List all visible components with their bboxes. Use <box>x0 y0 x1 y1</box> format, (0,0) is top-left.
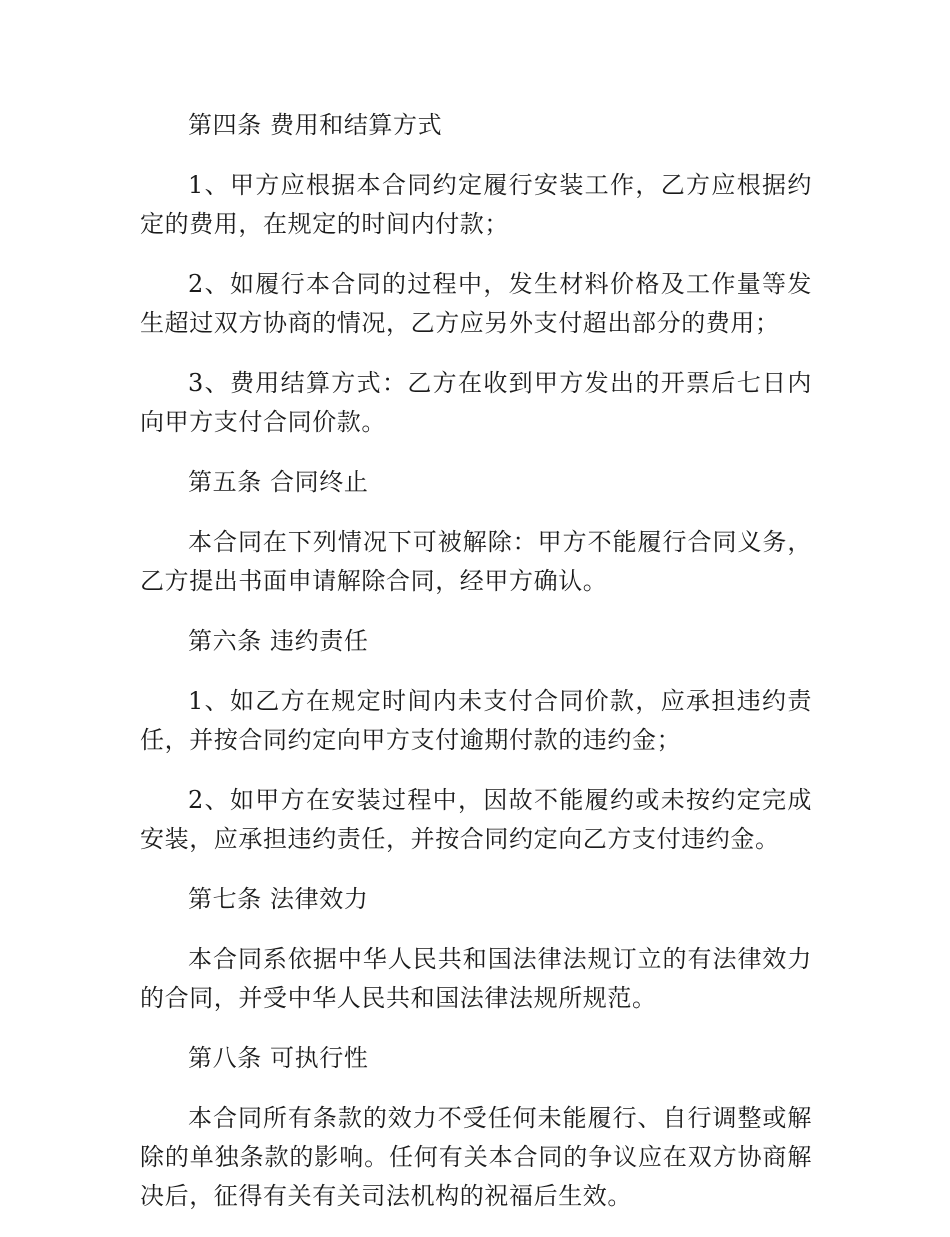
document-page <box>140 106 812 1237</box>
article-6-clause-1: 1、如乙方在规定时间内未支付合同价款，应承担违约责任，并按合同约定向甲方支付逾期付款的违约金； <box>140 687 812 754</box>
article-5-body: 本合同在下列情况下可被解除：甲方不能履行合同义务，乙方提出书面申请解除合同，经甲方确认。 <box>140 528 812 595</box>
article-4-clause-3: 3、费用结算方式：乙方在收到甲方发出的开票后七日内向甲方支付合同价款。 <box>140 369 812 436</box>
article-6-clause-2: 2、如甲方在安装过程中，因故不能履约或未按约定完成安装，应承担违约责任，并按合同约定向乙方支付违约金。 <box>140 786 812 853</box>
article-8-heading: 第八条 可执行性 <box>188 1044 369 1072</box>
article-7-heading: 第七条 法律效力 <box>188 885 369 913</box>
article-5-heading: 第五条 合同终止 <box>188 468 369 496</box>
article-4-heading: 第四条 费用和结算方式 <box>188 111 443 139</box>
article-4-clause-2: 2、如履行本合同的过程中，发生材料价格及工作量等发生超过双方协商的情况，乙方应另外支付超出部分的费用； <box>140 270 812 337</box>
article-7-body: 本合同系依据中华人民共和国法律法规订立的有法律效力的合同，并受中华人民共和国法律法规所规范。 <box>140 945 812 1012</box>
article-4-clause-1: 1、甲方应根据本合同约定履行安装工作，乙方应根据约定的费用，在规定的时间内付款； <box>140 171 812 238</box>
article-6-heading: 第六条 违约责任 <box>188 627 369 655</box>
article-8-body: 本合同所有条款的效力不受任何未能履行、自行调整或解除的单独条款的影响。任何有关本合同的争议应在双方协商解决后，征得有关有关司法机构的祝福后生效。 <box>140 1104 812 1210</box>
